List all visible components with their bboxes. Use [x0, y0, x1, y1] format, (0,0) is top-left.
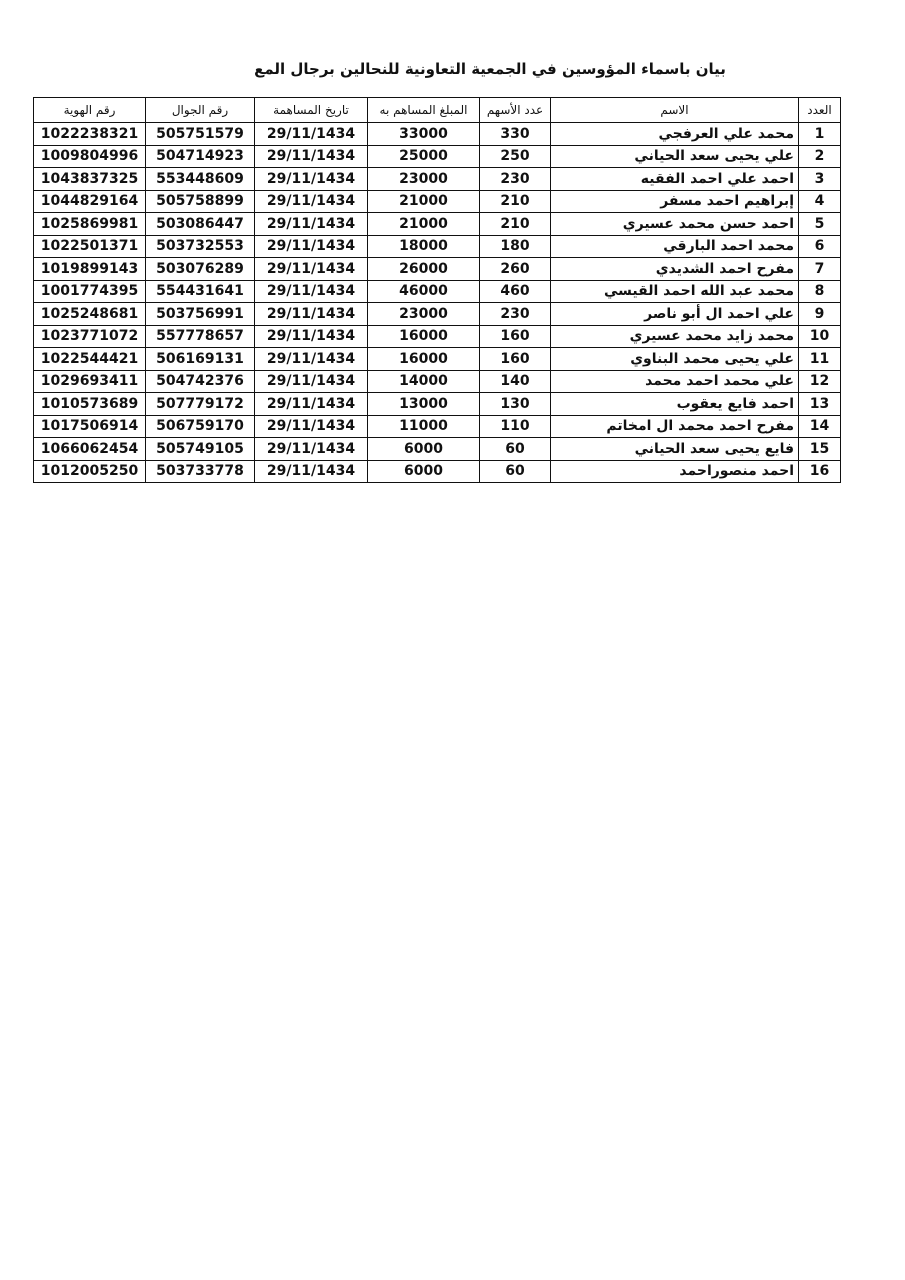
cell-index: 10 [799, 325, 841, 348]
cell-date: 29/11/1434 [255, 303, 368, 326]
cell-index: 8 [799, 280, 841, 303]
cell-id: 1012005250 [34, 460, 146, 483]
table-row [34, 348, 841, 371]
cell-mobile: 553448609 [146, 168, 255, 191]
table-row [34, 370, 841, 393]
cell-name: علي يحيى سعد الحياني [551, 145, 799, 168]
cell-name: محمد عبد الله احمد القيسي [551, 280, 799, 303]
cell-mobile: 557778657 [146, 325, 255, 348]
cell-name: علي محمد احمد محمد [551, 370, 799, 393]
table-row [34, 168, 841, 191]
cell-mobile: 505749105 [146, 438, 255, 461]
cell-shares: 330 [480, 123, 551, 146]
cell-mobile: 504742376 [146, 370, 255, 393]
cell-date: 29/11/1434 [255, 258, 368, 281]
cell-date: 29/11/1434 [255, 348, 368, 371]
table-row [34, 213, 841, 236]
cell-date: 29/11/1434 [255, 280, 368, 303]
cell-shares: 140 [480, 370, 551, 393]
cell-amount: 16000 [368, 325, 480, 348]
cell-name: إبراهيم احمد مسفر [551, 190, 799, 213]
cell-name: مفرح احمد الشديدي [551, 258, 799, 281]
cell-mobile: 506759170 [146, 415, 255, 438]
header-amount: المبلغ المساهم به [368, 98, 480, 123]
cell-date: 29/11/1434 [255, 325, 368, 348]
cell-shares: 260 [480, 258, 551, 281]
cell-amount: 6000 [368, 460, 480, 483]
cell-amount: 23000 [368, 168, 480, 191]
cell-date: 29/11/1434 [255, 460, 368, 483]
cell-index: 2 [799, 145, 841, 168]
cell-shares: 160 [480, 348, 551, 371]
cell-name: احمد علي احمد الفقيه [551, 168, 799, 191]
cell-index: 16 [799, 460, 841, 483]
cell-shares: 460 [480, 280, 551, 303]
cell-name: مفرح احمد محمد ال امخاتم [551, 415, 799, 438]
table-row [34, 123, 841, 146]
table-row [34, 303, 841, 326]
cell-index: 6 [799, 235, 841, 258]
cell-mobile: 506169131 [146, 348, 255, 371]
cell-id: 1019899143 [34, 258, 146, 281]
cell-mobile: 503076289 [146, 258, 255, 281]
cell-id: 1044829164 [34, 190, 146, 213]
cell-shares: 210 [480, 213, 551, 236]
table-header-row [34, 98, 841, 123]
cell-date: 29/11/1434 [255, 235, 368, 258]
cell-shares: 60 [480, 460, 551, 483]
cell-index: 7 [799, 258, 841, 281]
cell-mobile: 503733778 [146, 460, 255, 483]
cell-name: احمد فايع يعقوب [551, 393, 799, 416]
cell-name: علي احمد ال أبو ناصر [551, 303, 799, 326]
cell-index: 12 [799, 370, 841, 393]
cell-date: 29/11/1434 [255, 213, 368, 236]
cell-mobile: 503732553 [146, 235, 255, 258]
cell-mobile: 505751579 [146, 123, 255, 146]
cell-name: احمد منصوراحمد [551, 460, 799, 483]
cell-id: 1010573689 [34, 393, 146, 416]
page-title: بيان باسماء المؤوسين في الجمعية التعاونية للنحالين برجال المع [254, 60, 726, 78]
cell-id: 1001774395 [34, 280, 146, 303]
cell-amount: 21000 [368, 213, 480, 236]
cell-name: احمد حسن محمد عسيري [551, 213, 799, 236]
cell-date: 29/11/1434 [255, 145, 368, 168]
table-row [34, 393, 841, 416]
cell-shares: 60 [480, 438, 551, 461]
cell-id: 1043837325 [34, 168, 146, 191]
cell-shares: 210 [480, 190, 551, 213]
cell-amount: 6000 [368, 438, 480, 461]
cell-mobile: 503756991 [146, 303, 255, 326]
table-row [34, 438, 841, 461]
cell-amount: 11000 [368, 415, 480, 438]
cell-shares: 230 [480, 168, 551, 191]
cell-amount: 18000 [368, 235, 480, 258]
cell-name: محمد احمد البارقي [551, 235, 799, 258]
cell-index: 11 [799, 348, 841, 371]
header-index: العدد [799, 98, 841, 123]
cell-date: 29/11/1434 [255, 123, 368, 146]
cell-id: 1022501371 [34, 235, 146, 258]
cell-shares: 250 [480, 145, 551, 168]
founders-table [33, 97, 841, 483]
cell-index: 15 [799, 438, 841, 461]
table-row [34, 145, 841, 168]
table-row [34, 460, 841, 483]
cell-mobile: 504714923 [146, 145, 255, 168]
cell-date: 29/11/1434 [255, 438, 368, 461]
table-row [34, 190, 841, 213]
cell-index: 1 [799, 123, 841, 146]
cell-date: 29/11/1434 [255, 393, 368, 416]
cell-date: 29/11/1434 [255, 415, 368, 438]
cell-id: 1025869981 [34, 213, 146, 236]
cell-amount: 33000 [368, 123, 480, 146]
cell-name: محمد علي العرفجي [551, 123, 799, 146]
cell-index: 5 [799, 213, 841, 236]
cell-amount: 26000 [368, 258, 480, 281]
cell-id: 1023771072 [34, 325, 146, 348]
cell-mobile: 507779172 [146, 393, 255, 416]
cell-id: 1017506914 [34, 415, 146, 438]
cell-index: 14 [799, 415, 841, 438]
cell-shares: 160 [480, 325, 551, 348]
cell-mobile: 503086447 [146, 213, 255, 236]
header-mobile: رقم الجوال [146, 98, 255, 123]
cell-index: 4 [799, 190, 841, 213]
header-name: الاسم [551, 98, 799, 123]
cell-id: 1066062454 [34, 438, 146, 461]
cell-shares: 110 [480, 415, 551, 438]
cell-amount: 23000 [368, 303, 480, 326]
header-id: رقم الهوية [34, 98, 146, 123]
cell-shares: 130 [480, 393, 551, 416]
cell-date: 29/11/1434 [255, 168, 368, 191]
cell-amount: 25000 [368, 145, 480, 168]
table-row [34, 235, 841, 258]
cell-name: علي يحيى محمد البناوي [551, 348, 799, 371]
header-shares: عدد الأسهم [480, 98, 551, 123]
cell-mobile: 554431641 [146, 280, 255, 303]
cell-date: 29/11/1434 [255, 190, 368, 213]
cell-mobile: 505758899 [146, 190, 255, 213]
cell-index: 9 [799, 303, 841, 326]
table-body [34, 123, 841, 483]
cell-id: 1022238321 [34, 123, 146, 146]
cell-id: 1009804996 [34, 145, 146, 168]
cell-id: 1029693411 [34, 370, 146, 393]
cell-index: 3 [799, 168, 841, 191]
header-date: تاريخ المساهمة [255, 98, 368, 123]
table-row [34, 258, 841, 281]
cell-index: 13 [799, 393, 841, 416]
cell-amount: 16000 [368, 348, 480, 371]
cell-amount: 21000 [368, 190, 480, 213]
cell-amount: 14000 [368, 370, 480, 393]
cell-id: 1025248681 [34, 303, 146, 326]
cell-name: محمد زايد محمد عسيري [551, 325, 799, 348]
cell-shares: 180 [480, 235, 551, 258]
cell-id: 1022544421 [34, 348, 146, 371]
table-row [34, 325, 841, 348]
cell-amount: 13000 [368, 393, 480, 416]
table-row [34, 280, 841, 303]
table-row [34, 415, 841, 438]
cell-name: فايع يحيى سعد الحياني [551, 438, 799, 461]
cell-amount: 46000 [368, 280, 480, 303]
cell-shares: 230 [480, 303, 551, 326]
cell-date: 29/11/1434 [255, 370, 368, 393]
